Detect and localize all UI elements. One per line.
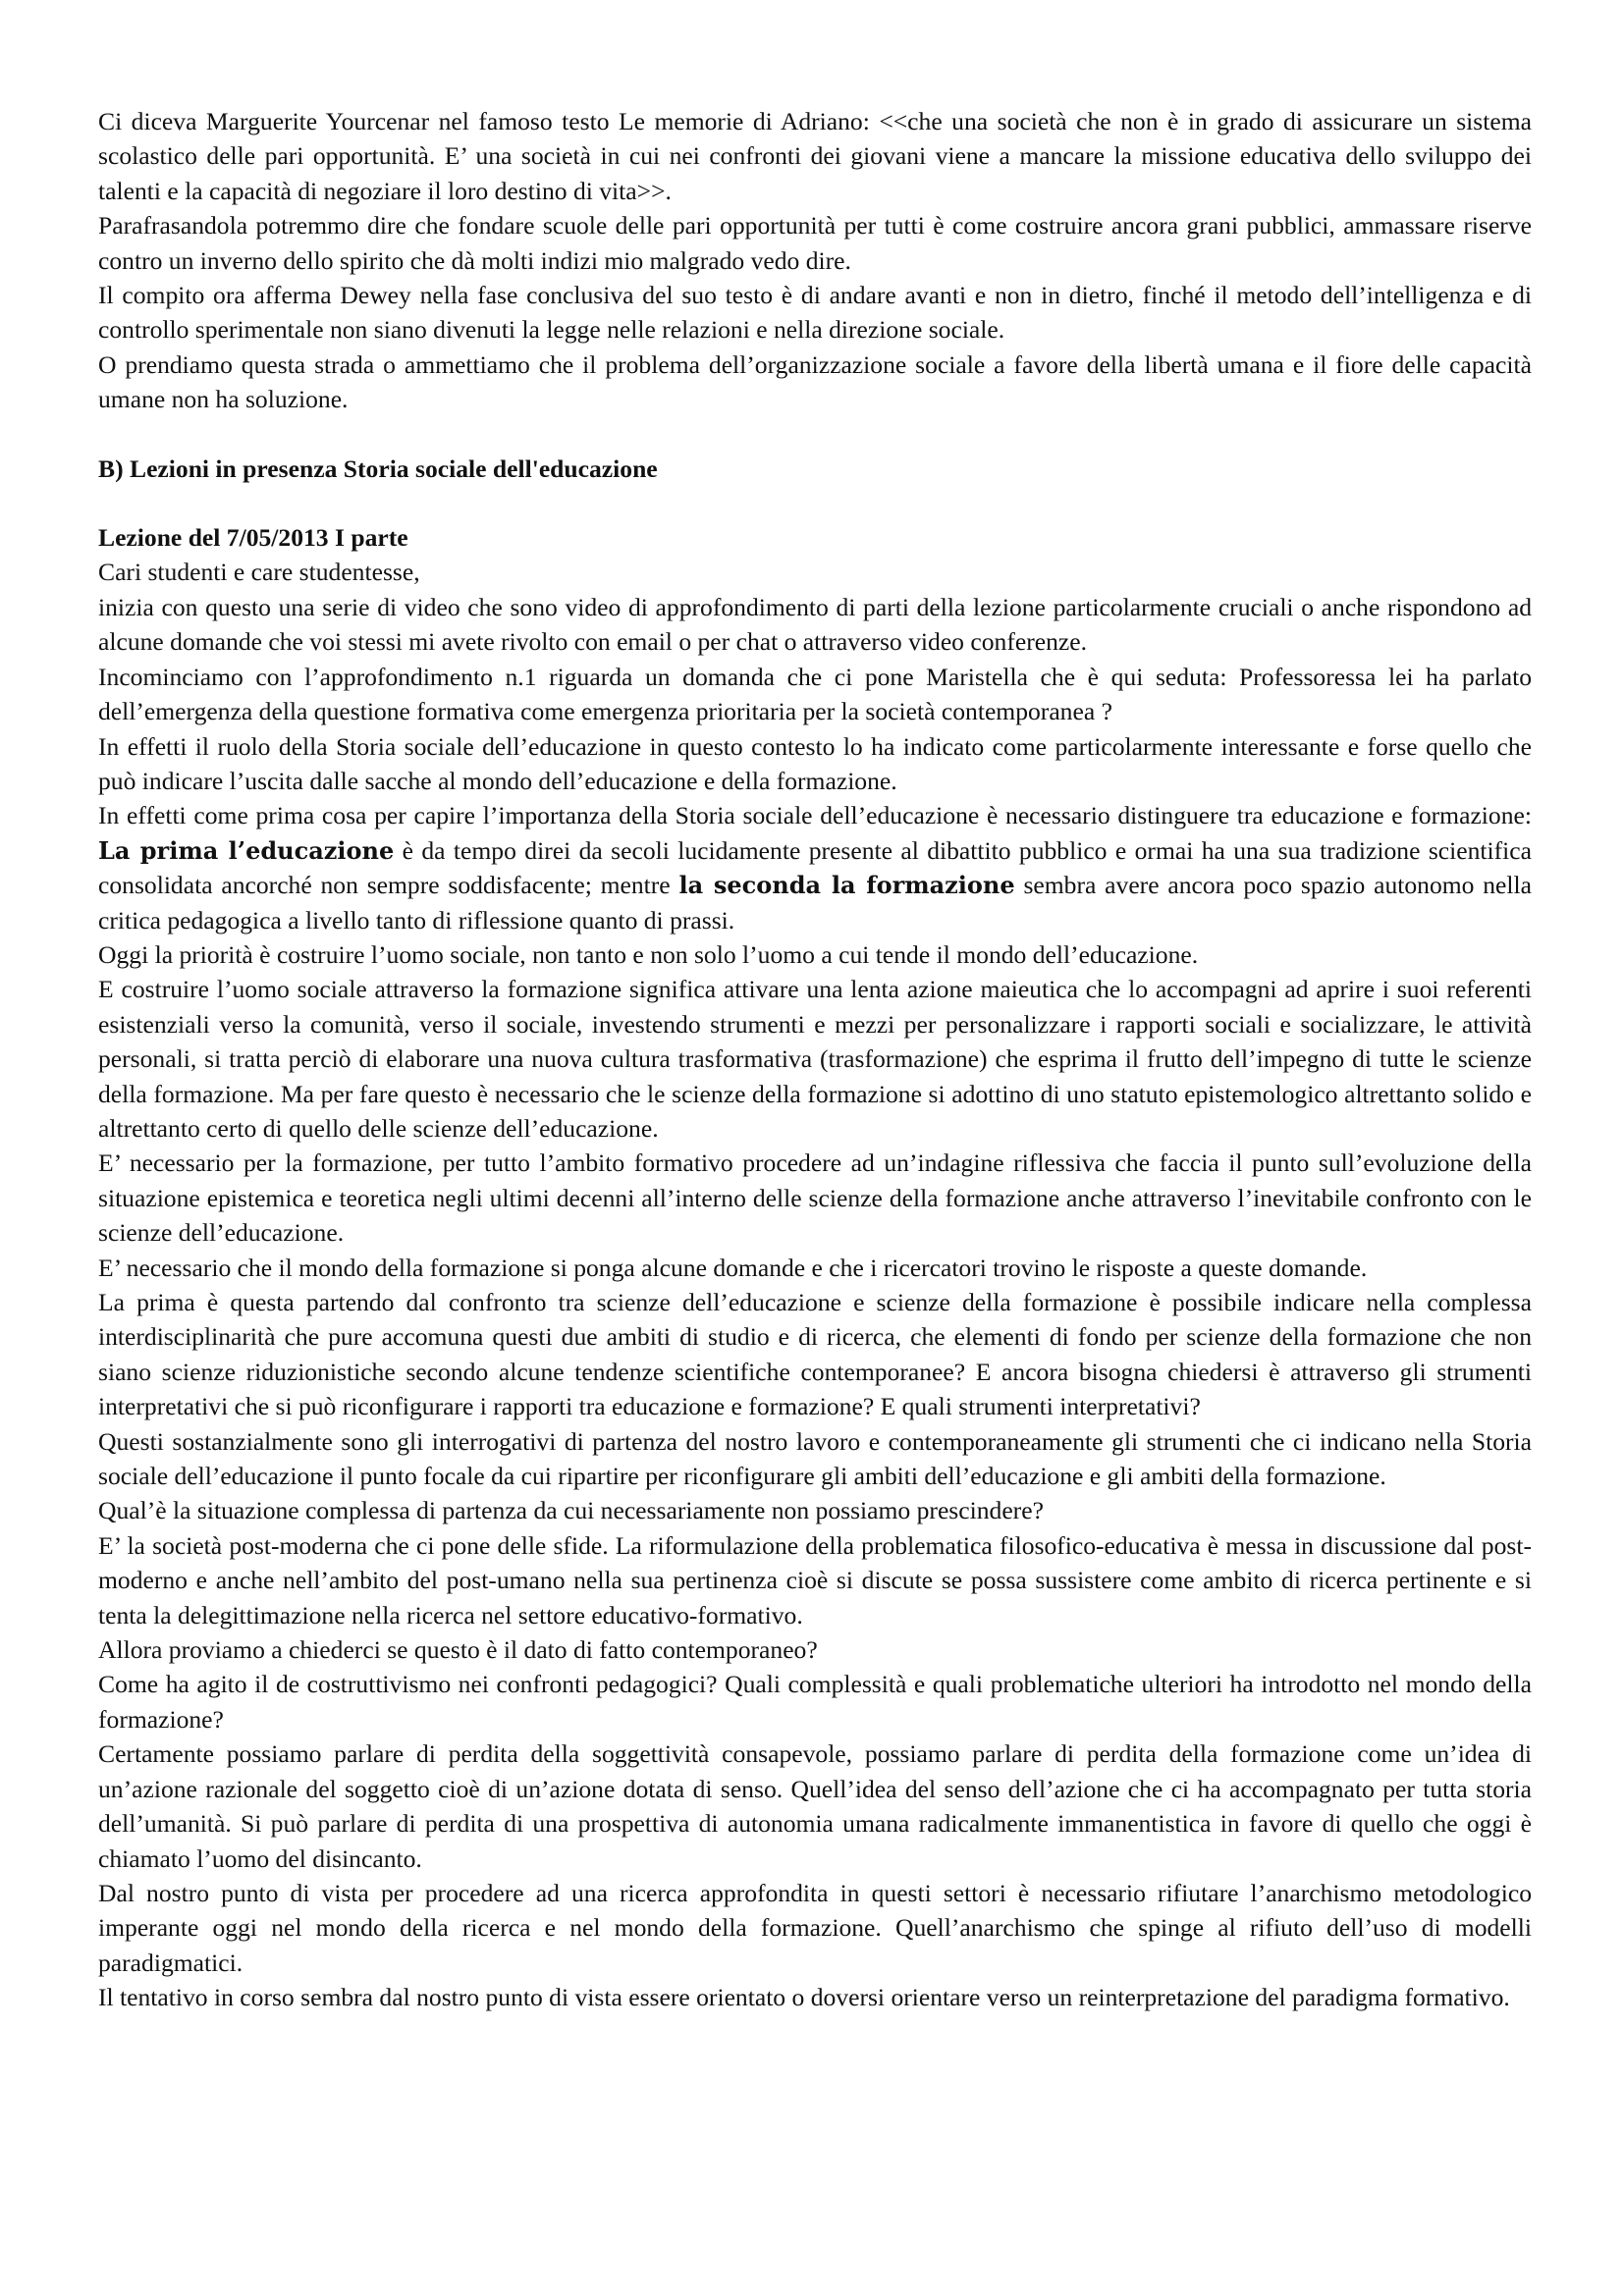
paragraph: Questi sostanzialmente sono gli interrogativi di partenza del nostro lavoro e contemporaneamente gli strumenti che ci indicano nella Storia sociale dell’educazione il punto focale da cui ripartire per riconfigurare gli ambiti dell’educazione e gli ambiti della formazione. xyxy=(98,1426,1532,1491)
section-heading: B) Lezioni in presenza Storia sociale dell'educazione xyxy=(98,454,658,483)
paragraph: Incominciamo con l’approfondimento n.1 riguarda un domanda che ci pone Maristella che è qui seduta: Professoressa lei ha parlato dell’emergenza della questione formativa come emergenza prioritaria per la società contemporanea ? xyxy=(98,662,1532,726)
text-run: sembra avere ancora poco spazio autonomo nella critica pedagogica a livello tanto di riflessione quanto di prassi. xyxy=(98,871,1532,934)
paragraph: Come ha agito il de costruttivismo nei confronti pedagogici? Quali complessità e quali problematiche ulteriori ha introdotto nel mondo della formazione? xyxy=(98,1670,1532,1734)
paragraph: E’ necessario per la formazione, per tutto l’ambito formativo procedere ad un’indagine riflessiva che faccia il punto sull’evoluzione della situazione epistemica e teoretica negli ultimi decenni all’interno delle scienze della formazione anche attraverso l’inevitabile confronto con le scienze dell’educazione. xyxy=(98,1148,1532,1248)
paragraph-educazione-formazione xyxy=(98,798,1532,937)
paragraph: E’ la società post-moderna che ci pone delle sfide. La riformulazione della problematica filosofico-educativa è messa in discussione dal post-moderno e anche nell’ambito del post-umano nella sua pertinenza cioè si discute se possa sussistere come ambito di ricerca pertinente e si tenta la delegittimazione nella ricerca nel settore educativo-formativo. xyxy=(98,1530,1532,1629)
paragraph: La prima è questa partendo dal confronto tra scienze dell’educazione e scienze della formazione è possibile indicare nella complessa interdisciplinarità che pure accomuna questi due ambiti di studio e di ricerca, che elementi di fondo per scienze della formazione che non siano scienze riduzionistiche secondo alcune tendenze scientifiche contemporanee? E ancora bisogna chiedersi è attraverso gli strumenti interpretativi che si può riconfigurare i rapporti tra educazione e formazione? E quali strumenti interpretativi? xyxy=(98,1288,1532,1421)
text-run: In effetti come prima cosa per capire l’importanza della Storia sociale dell’educazione è necessario distinguere tra educazione e formazione: xyxy=(98,801,1532,830)
blank-line xyxy=(98,486,1532,520)
bold-term-formazione: la seconda la formazione xyxy=(678,871,1015,900)
paragraph: E’ necessario che il mondo della formazione si ponga alcune domande e che i ricercatori trovino le risposte a queste domande. xyxy=(98,1253,1368,1282)
blank-line xyxy=(98,417,1532,452)
paragraph: E costruire l’uomo sociale attraverso la formazione significa attivare una lenta azione maieutica che lo accompagni ad aprire i suoi referenti esistenziali verso la comunità, verso il sociale, investendo strumenti e mezzi per personalizzare i rapporti sociali e socializzare, le attività personali, si tratta perciò di elaborare una nuova cultura trasformativa (trasformazione) che esprima il frutto dell’impegno di tutte le scienze della formazione. Ma per fare questo è necessario che le scienze della formazione si adottino di uno statuto epistemologico altrettanto solido e altrettanto certo di quello delle scienze dell’educazione. xyxy=(98,975,1532,1143)
paragraph: Cari studenti e care studentesse, xyxy=(98,558,420,587)
paragraph: Ci diceva Marguerite Yourcenar nel famoso testo Le memorie di Adriano: <<che una società che non è in grado di assicurare un sistema scolastico delle pari opportunità. E’ una società in cui nei confronti dei giovani viene a mancare la missione educativa dello sviluppo dei talenti e la capacità di negoziare il loro destino di vita>>. xyxy=(98,107,1532,205)
paragraph: In effetti il ruolo della Storia sociale dell’educazione in questo contesto lo ha indicato come particolarmente interessante e forse quello che può indicare l’uscita dalle sacche al mondo dell’educazione e della formazione. xyxy=(98,731,1532,795)
paragraph: Dal nostro punto di vista per procedere ad una ricerca approfondita in questi settori è necessario rifiutare l’anarchismo metodologico imperante oggi nel mondo della ricerca e nel mondo della formazione. Quell’anarchismo che spinge al rifiuto dell’uso di modelli paradigmatici. xyxy=(98,1878,1532,1977)
paragraph: Oggi la priorità è costruire l’uomo sociale, non tanto e non solo l’uomo a cui tende il mondo dell’educazione. xyxy=(98,939,1199,969)
lesson-heading: Lezione del 7/05/2013 I parte xyxy=(98,523,408,553)
bold-term-educazione: La prima l’educazione xyxy=(98,835,395,865)
paragraph: Il tentativo in corso sembra dal nostro punto di vista essere orientato o doversi orientare verso un reinterpretazione del paradigma formativo. xyxy=(98,1983,1510,2012)
paragraph: inizia con questo una serie di video che sono video di approfondimento di parti della lezione particolarmente cruciali o anche rispondono ad alcune domande che voi stessi mi avete rivolto con email o per chat o attraverso video conferenze. xyxy=(98,592,1532,657)
text-run: è da tempo direi da secoli lucidamente presente al dibattito pubblico e ormai ha una sua tradizione scientifica consolidata ancorché non sempre soddisfacente; mentre xyxy=(98,835,1532,900)
paragraph: Allora proviamo a chiederci se questo è il dato di fatto contemporaneo? xyxy=(98,1635,818,1665)
paragraph: Parafrasandola potremmo dire che fondare scuole delle pari opportunità per tutti è come costruire ancora grani pubblici, ammassare riserve contro un inverno dello spirito che dà molti indizi mio malgrado vedo dire. xyxy=(98,211,1532,275)
paragraph: O prendiamo questa strada o ammettiamo che il problema dell’organizzazione sociale a favore della libertà umana e il fiore delle capacità umane non ha soluzione. xyxy=(98,349,1532,414)
paragraph: Qual’è la situazione complessa di partenza da cui necessariamente non possiamo prescindere? xyxy=(98,1496,1044,1525)
paragraph: Certamente possiamo parlare di perdita della soggettività consapevole, possiamo parlare di perdita della formazione come un’idea di un’azione razionale del soggetto cioè di un’azione dotata di senso. Quell’idea del senso dell’azione che ci ha accompagnato per tutta storia dell’umanità. Si può parlare di perdita di una prospettiva di autonomia umana radicalmente immanentistica in favore di quello che oggi è chiamato l’uomo del disincanto. xyxy=(98,1739,1532,1873)
paragraph: Il compito ora afferma Dewey nella fase conclusiva del suo testo è di andare avanti e non in dietro, finché il metodo dell’intelligenza e di controllo sperimentale non siano divenuti la legge nelle relazioni e nella direzione sociale. xyxy=(98,281,1532,345)
